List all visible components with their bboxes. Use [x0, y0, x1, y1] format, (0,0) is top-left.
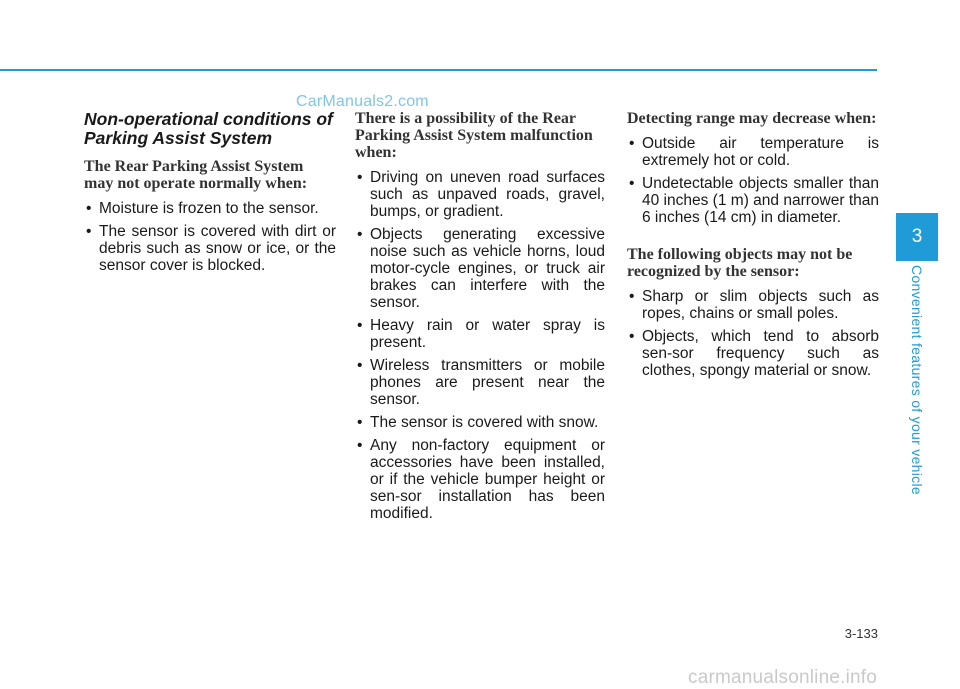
- list-item: • Heavy rain or water spray is present.: [355, 317, 605, 351]
- list-item: • Wireless transmitters or mobile phones are present near the sensor.: [355, 357, 605, 408]
- conditions-heading: The Rear Parking Assist System may not operate normally when:: [84, 158, 308, 192]
- column-middle: [355, 110, 605, 528]
- range-heading: Detecting range may decrease when:: [627, 110, 877, 127]
- list-item: • Any non-factory equipment or accessories have been installed, or if the vehicle bumper height or sen-sor installation has been modified.: [355, 437, 605, 522]
- list-item: • Sharp or slim objects such as ropes, chains or small poles.: [627, 288, 879, 322]
- chapter-title: Convenient features of your vehicle: [909, 265, 925, 495]
- column-right: [627, 110, 879, 385]
- list-item: • Outside air temperature is extremely hot or cold.: [627, 135, 879, 169]
- chapter-tab: 3: [896, 213, 938, 261]
- list-item: • Undetectable objects smaller than 40 inches (1 m) and narrower than 6 inches (14 cm) in diameter.: [627, 175, 879, 226]
- range-list: [627, 135, 879, 226]
- header-rule: [0, 69, 877, 71]
- list-item: • Moisture is frozen to the sensor.: [84, 200, 336, 217]
- malfunction-heading: There is a possibility of the Rear Parking Assist System malfunction when:: [355, 110, 593, 161]
- objects-heading: The following objects may not be recognized by the sensor:: [627, 246, 853, 280]
- malfunction-list: [355, 169, 605, 522]
- section-title: Non-operational conditions of Parking Assist System: [84, 109, 333, 148]
- list-item: • Objects, which tend to absorb sen-sor frequency such as clothes, spongy material or snow.: [627, 328, 879, 379]
- list-item: • The sensor is covered with dirt or debris such as snow or ice, or the sensor cover is blocked.: [84, 223, 336, 274]
- list-item: • Objects generating excessive noise such as vehicle horns, loud motor-cycle engines, or truck air brakes can interfere with the sensor.: [355, 226, 605, 311]
- list-item: • Driving on uneven road surfaces such as unpaved roads, gravel, bumps, or gradient.: [355, 169, 605, 220]
- watermark-bottom: carmanualsonline.info: [688, 667, 878, 688]
- column-left: [84, 110, 336, 280]
- list-item: • The sensor is covered with snow.: [355, 414, 605, 431]
- watermark-top: CarManuals2.com: [296, 93, 429, 110]
- conditions-list: [84, 200, 336, 274]
- page-number: 3-133: [844, 626, 878, 641]
- objects-list: [627, 288, 879, 379]
